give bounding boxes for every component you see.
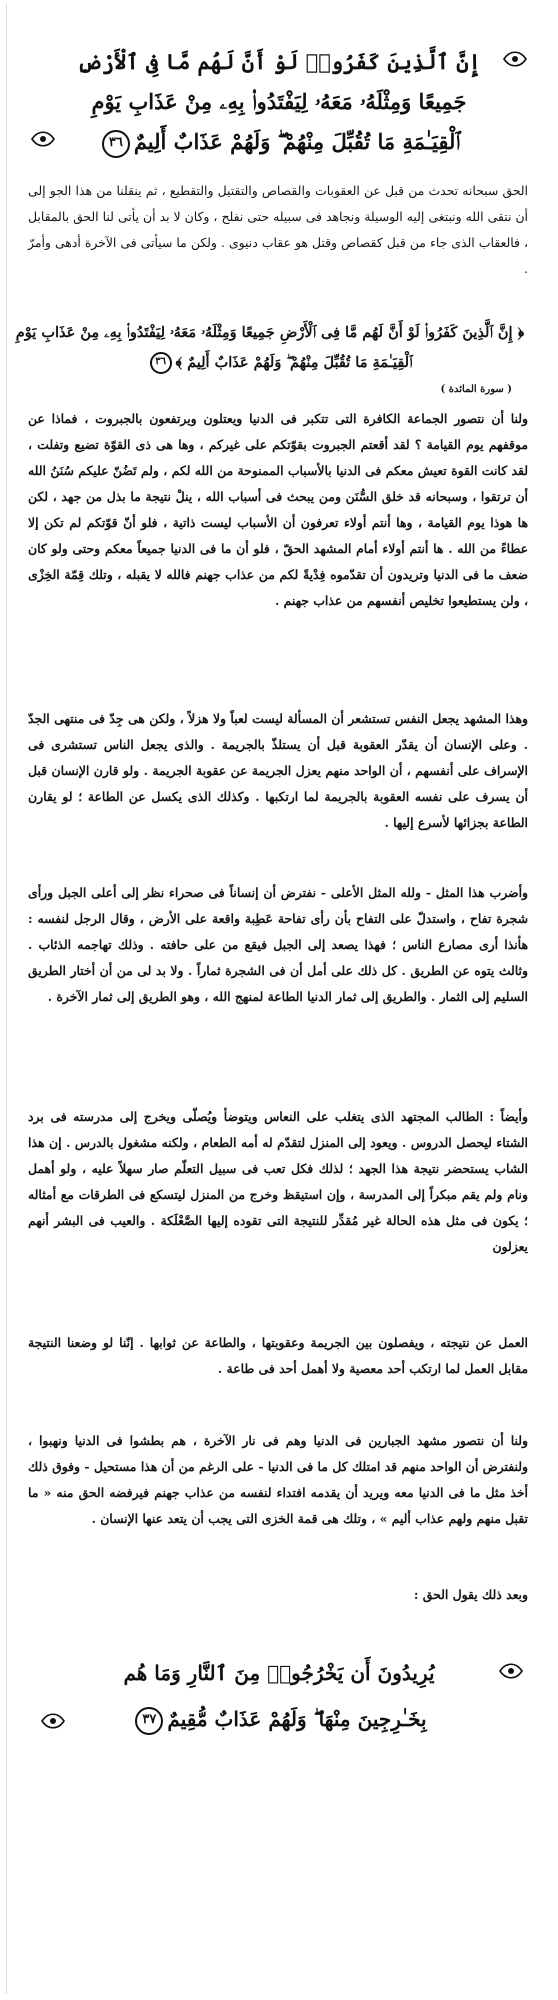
surah-source-label: ( سورة المائدة ) <box>440 384 512 395</box>
verse-line-text: ٱلْقِيَـٰمَةِ مَا تُقُبِّلَ مِنْهُمْ ۖ وَلَهُمْ عَذَابٌ أَلِيمٌ <box>133 129 461 154</box>
paragraph-7: ولنا أن نتصور مشهد الجبارين فى الدنيا وهم فى نار الآخرة ، هم بطشوا فى الدنيا ونهبوا ، ولنفترض أن الواحد منهم قد امتلك كل ما فى الدنيا - على الرغم من أن هذا مستحيل - وفوق ذلك أخذ مثل ما فى الدنيا معه ويريد أن يقدمه افتداء لنفسه من عذاب جهنم فيرفضه الحق منه « ما تقبل منهم ولهم عذاب أليم » ، وتلك هى قمة الخزى التى يجب أن يتعد عنها الإنسان . <box>28 1433 528 1526</box>
verse-line: إِنَّ ٱلَّذِينَ كَفَرُوا۟ لَوْ أَنَّ لَهُم مَّا فِى ٱلْأَرْضِ <box>77 49 481 74</box>
floral-ornament-icon <box>498 1660 524 1682</box>
quran-verse-header <box>30 42 528 162</box>
paragraph-4: وأضرب هذا المثل - ولله المثل الأعلى - نفترض أن إنساناً فى صحراء نظر إلى أعلى الجبل ورأى شجرة تفاح ، واستدلّ على التفاح بأن رأى تفاحة عَطِبة واقعة على الأرض ، وقال الرجل لنفسه : هأنذا أرى مصارع الناس ؛ فهذا يصعد إلى الجبل فيقع من على حافته . وذلك تهاجمه الذئاب . وثالث يتوه عن الطريق . كل ذلك على أمل أن فى الشجرة ثماراً . ولا بد لى من أن أختار الطريق السليم إلى الثمار . والطريق إلى ثمار الدنيا الطاعة لمنهج الله ، وهو الطريق إلى ثمار الآخرة . <box>28 885 528 1004</box>
verse-line-text: بِخَـٰرِجِينَ مِنْهَا ۖ وَلَهُمْ عَذَابٌ مُّقِيمٌ <box>167 1707 427 1731</box>
paragraph-6: العمل عن نتيجته ، ويفصلون بين الجريمة وعقوبتها ، والطاعة عن ثوابها . إنّنا لو وضعنا النتيجة مقابل العمل لما ارتكب أحد معصية ولا أهمل أحد فى طاعة . <box>28 1335 528 1376</box>
paragraph-2: ولنا أن نتصور الجماعة الكافرة التى تتكبر فى الدنيا ويعتلون ويرتفعون بالجبروت ، فماذا عن موقفهم يوم القيامة ؟ لقد أقعتم الجبروت بقوّتكم على غيركم ، وها هى ذى القوّة تضيع وتفلت ، لقد كانت القوة تعيش معكم فى الدنيا بالأسباب الممنوحة من الله لكم ، ولم تَضُنّ عليكم سُنَنُ الله أن ترتقوا ، وسبحانه قد خلق السُّنَن ومن يبحث فى أسباب الله ، ينلْ نتيجة ما بذل من جهد ، لكن ها هوذا يوم القيامة ، وها أنتم أولاء تعرفون أن الأسباب ليست ذاتية ، فلو أنّ قوّتكم لم تكن إلا عطاءً من الله . ها أنتم أولاء أمام المشهد الحقّ ، فلو أن ما فى الدنيا جميعاً معكم وحتى ولو كان ضعف ما فى الدنيا وتريدون أن تقدّموه فِدْيةً لكم من عذاب جهنم فالله لا يقبله ، وتلك قِمّة الخِزْى ، ولن يستطيعوا تخليص أنفسهم من عذاب جهنم . <box>28 411 528 608</box>
verse-line-text: ٱلْقِيَـٰمَةِ مَا تُقُبِّلَ مِنْهُمْ ۖ وَلَهُمْ عَذَابٌ أَلِيمٌ ﴾ <box>175 354 413 371</box>
verse-line <box>34 348 524 378</box>
floral-ornament-icon <box>40 1710 66 1732</box>
verse-line: جَمِيعًا وَمِثْلَهُۥ مَعَهُۥ لِيَفْتَدُوا۟ بِهِۦ مِنْ عَذَابِ يَوْمِ <box>91 89 467 114</box>
quran-verse-footer <box>30 1650 528 1742</box>
paragraph-1: الحق سبحانه تحدث من قبل عن العقوبات والقصاص والتقتيل والتقطيع ، ثم ينقلنا من هذا الجو إلى أن نتقى الله ونبتغى إليه الوسيلة ونجاهد فى سبيله حتى نفلح ، وكان لا بد أن يأتى لنا الحق بالمقابل ، فالعقاب الذى جاء من قبل كقصاص وقتل هو عقاب دنيوى . ولكن ما سيأتى فى الآخرة أدهى وأمرّ . <box>28 183 528 276</box>
paragraph-8: وبعد ذلك يقول الحق : <box>413 1587 528 1602</box>
verse-line <box>30 122 528 162</box>
ayah-number: ٣٦ <box>102 130 130 158</box>
paragraph-5: وأيضاً : الطالب المجتهد الذى يتغلب على النعاس ويتوضأ ويُصلّى ويخرج إلى مدرسته فى برد الشتاء ليحصل الدروس . ويعود إلى المنزل لتقدّم له أمه الطعام ، ولكنه مشغول بالدرس . إن هذا الشاب يستحضر نتيجة هذا الجهد ؛ لذلك فكل تعب فى سبيل التعلّم صار سهلاً عليه ، ولو أهمل ونام ولم يقم مبكراً إلى المدرسة ، وإن استيقظ وخرج من المنزل ليتسكع فى الطرقات مع أمثاله ؛ يكون فى مثل هذه الحالة غير مُقدِّر للنتيجة التى تقوده إليها الصَّعْلَكة . والعيب فى البشر أنهم يعزلون <box>28 1109 528 1254</box>
verse-line <box>30 1696 528 1742</box>
paragraph-3: وهذا المشهد يجعل النفس تستشعر أن المسألة ليست لعباً ولا هزلاً ، ولكن هى جِدّ فى منتهى الجدّ . وعلى الإنسان أن يقدّر العقوبة قبل أن يستلذّ بالجريمة . والذى يجعل الناس تستشرى فى الإسراف على أنفسهم ، أن الواحد منهم يعزل الجريمة عن عقوبة الجريمة . ولو قارن الإنسان قبل أن يسرف على نفسه العقوبة بالجريمة لما ارتكبها . وكذلك الذى يكسل عن الطاعة ؛ لو يقارن الطاعة بجزائها لأسرع إليها . <box>28 711 528 830</box>
verse-line: يُرِيدُونَ أَن يَخْرُجُوا۟ مِنَ ٱلنَّارِ وَمَا هُم <box>123 1661 435 1685</box>
quoted-verse <box>15 318 524 378</box>
verse-line: ﴿ إِنَّ ٱلَّذِينَ كَفَرُوا۟ لَوْ أَنَّ لَهُم مَّا فِى ٱلْأَرْضِ جَمِيعًا وَمِثْلَهُۥ مَعَهُۥ لِيَفْتَدُوا۟ بِهِۦ مِنْ عَذَابِ يَوْمِ <box>15 324 524 341</box>
ayah-number: ٣٧ <box>135 1707 163 1735</box>
ayah-number: ٣٦ <box>150 352 172 374</box>
